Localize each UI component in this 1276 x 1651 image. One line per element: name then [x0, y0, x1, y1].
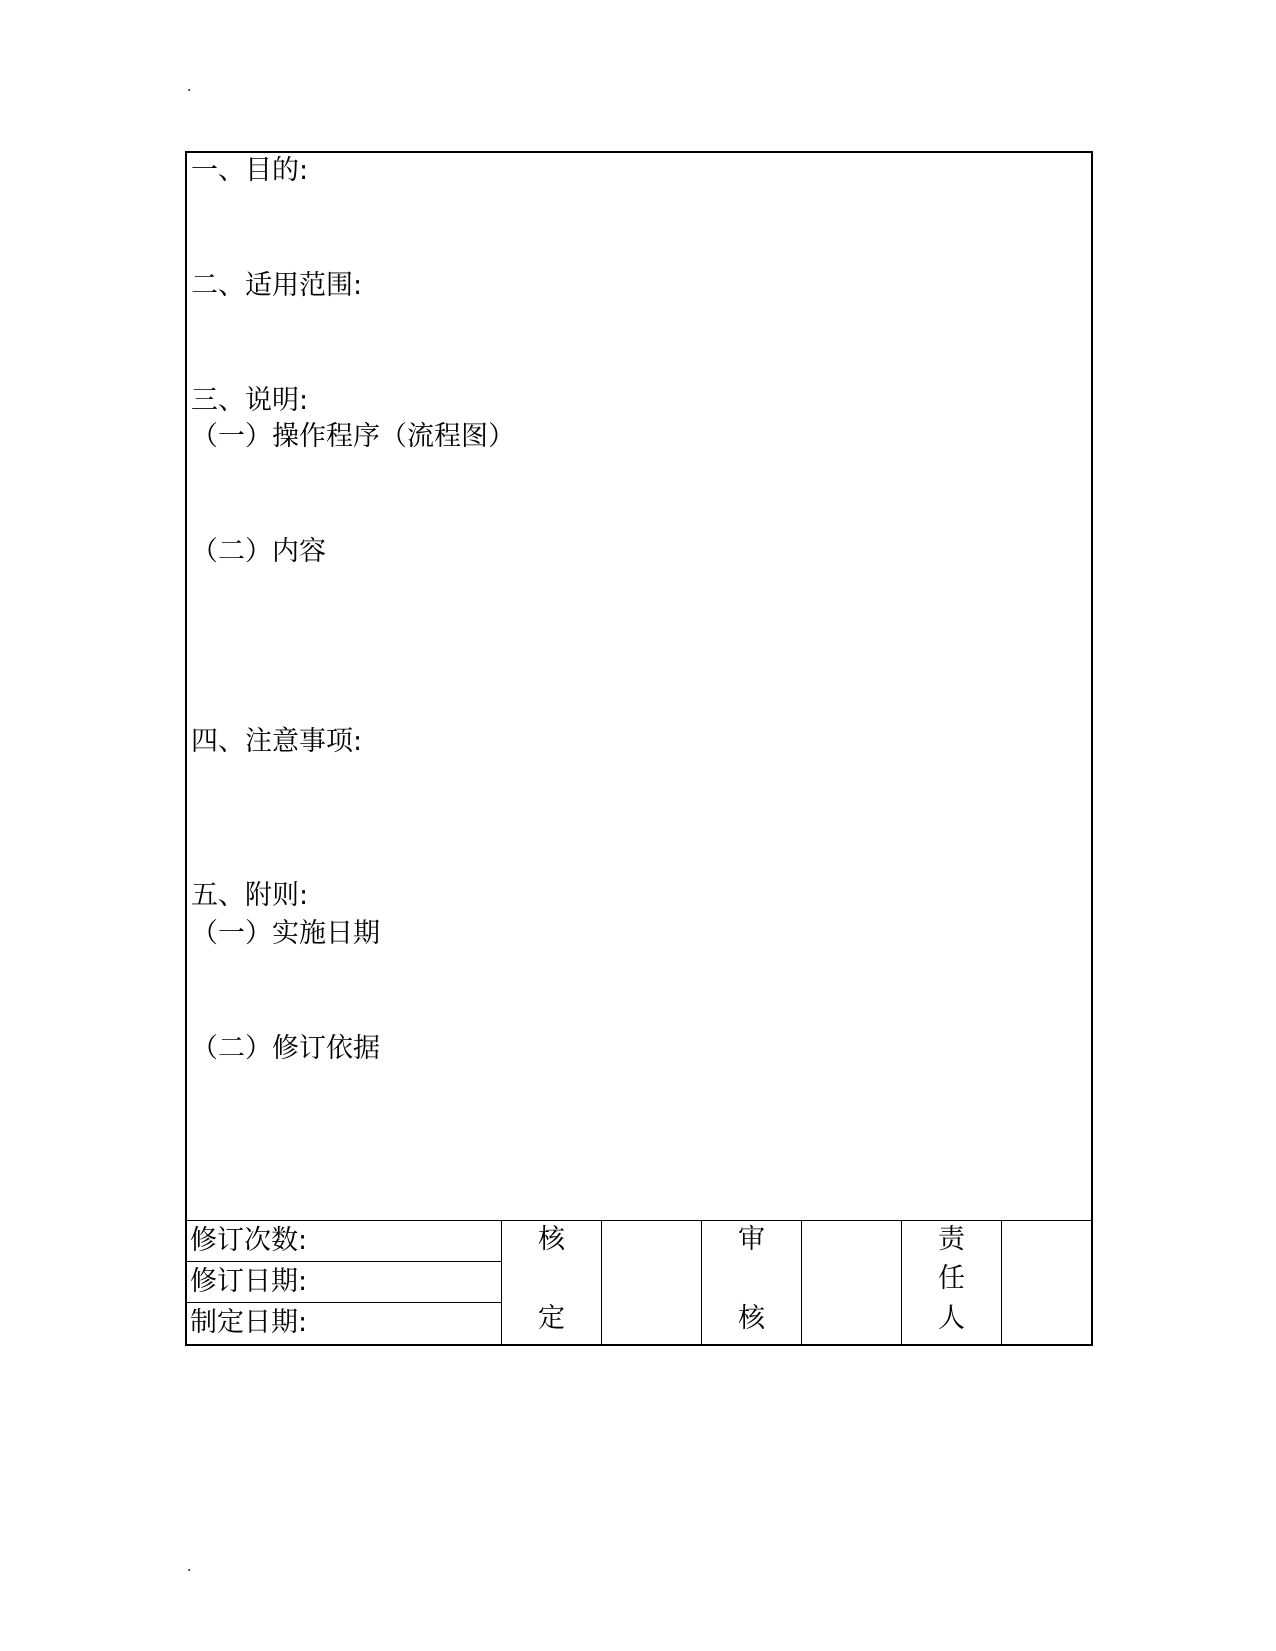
subsection-procedure: （一）操作程序（流程图） [191, 421, 515, 452]
procedure-form [185, 151, 1093, 1346]
responsible-label-char-3: 人 [938, 1303, 965, 1334]
review-signature-cell[interactable] [802, 1221, 902, 1344]
approve-label-char-2: 定 [538, 1303, 565, 1334]
approve-signature-cell[interactable] [602, 1221, 702, 1344]
revision-count-label: 修订次数: [187, 1221, 501, 1262]
subsection-content: （二）内容 [191, 536, 326, 567]
revision-date-label: 修订日期: [187, 1262, 501, 1303]
subsection-revision-basis: （二）修订依据 [191, 1033, 380, 1064]
responsible-signature-cell[interactable] [1002, 1221, 1091, 1344]
page-mark-top: . [187, 79, 192, 95]
page-mark-bottom: . [187, 1559, 192, 1575]
subsection-effective-date: （一）实施日期 [191, 918, 380, 949]
approve-label-cell [502, 1221, 602, 1344]
responsible-label-char-1: 责 [938, 1224, 965, 1255]
responsible-label-cell [902, 1221, 1002, 1344]
form-body [187, 153, 1091, 1222]
revision-info-column [187, 1221, 502, 1344]
signature-footer [187, 1220, 1091, 1344]
section-appendix: 五、附则: [191, 880, 309, 911]
approve-label-char-1: 核 [538, 1224, 565, 1255]
section-scope: 二、适用范围: [191, 270, 363, 301]
review-label-char-2: 核 [738, 1303, 765, 1334]
establish-date-label: 制定日期: [190, 1307, 308, 1338]
section-explanation: 三、说明: [191, 385, 309, 416]
responsible-label-char-2: 任 [938, 1263, 965, 1294]
review-label-cell [702, 1221, 802, 1344]
review-label-char-1: 审 [738, 1224, 765, 1255]
section-purpose: 一、目的: [191, 155, 309, 186]
section-notes: 四、注意事项: [191, 726, 363, 757]
